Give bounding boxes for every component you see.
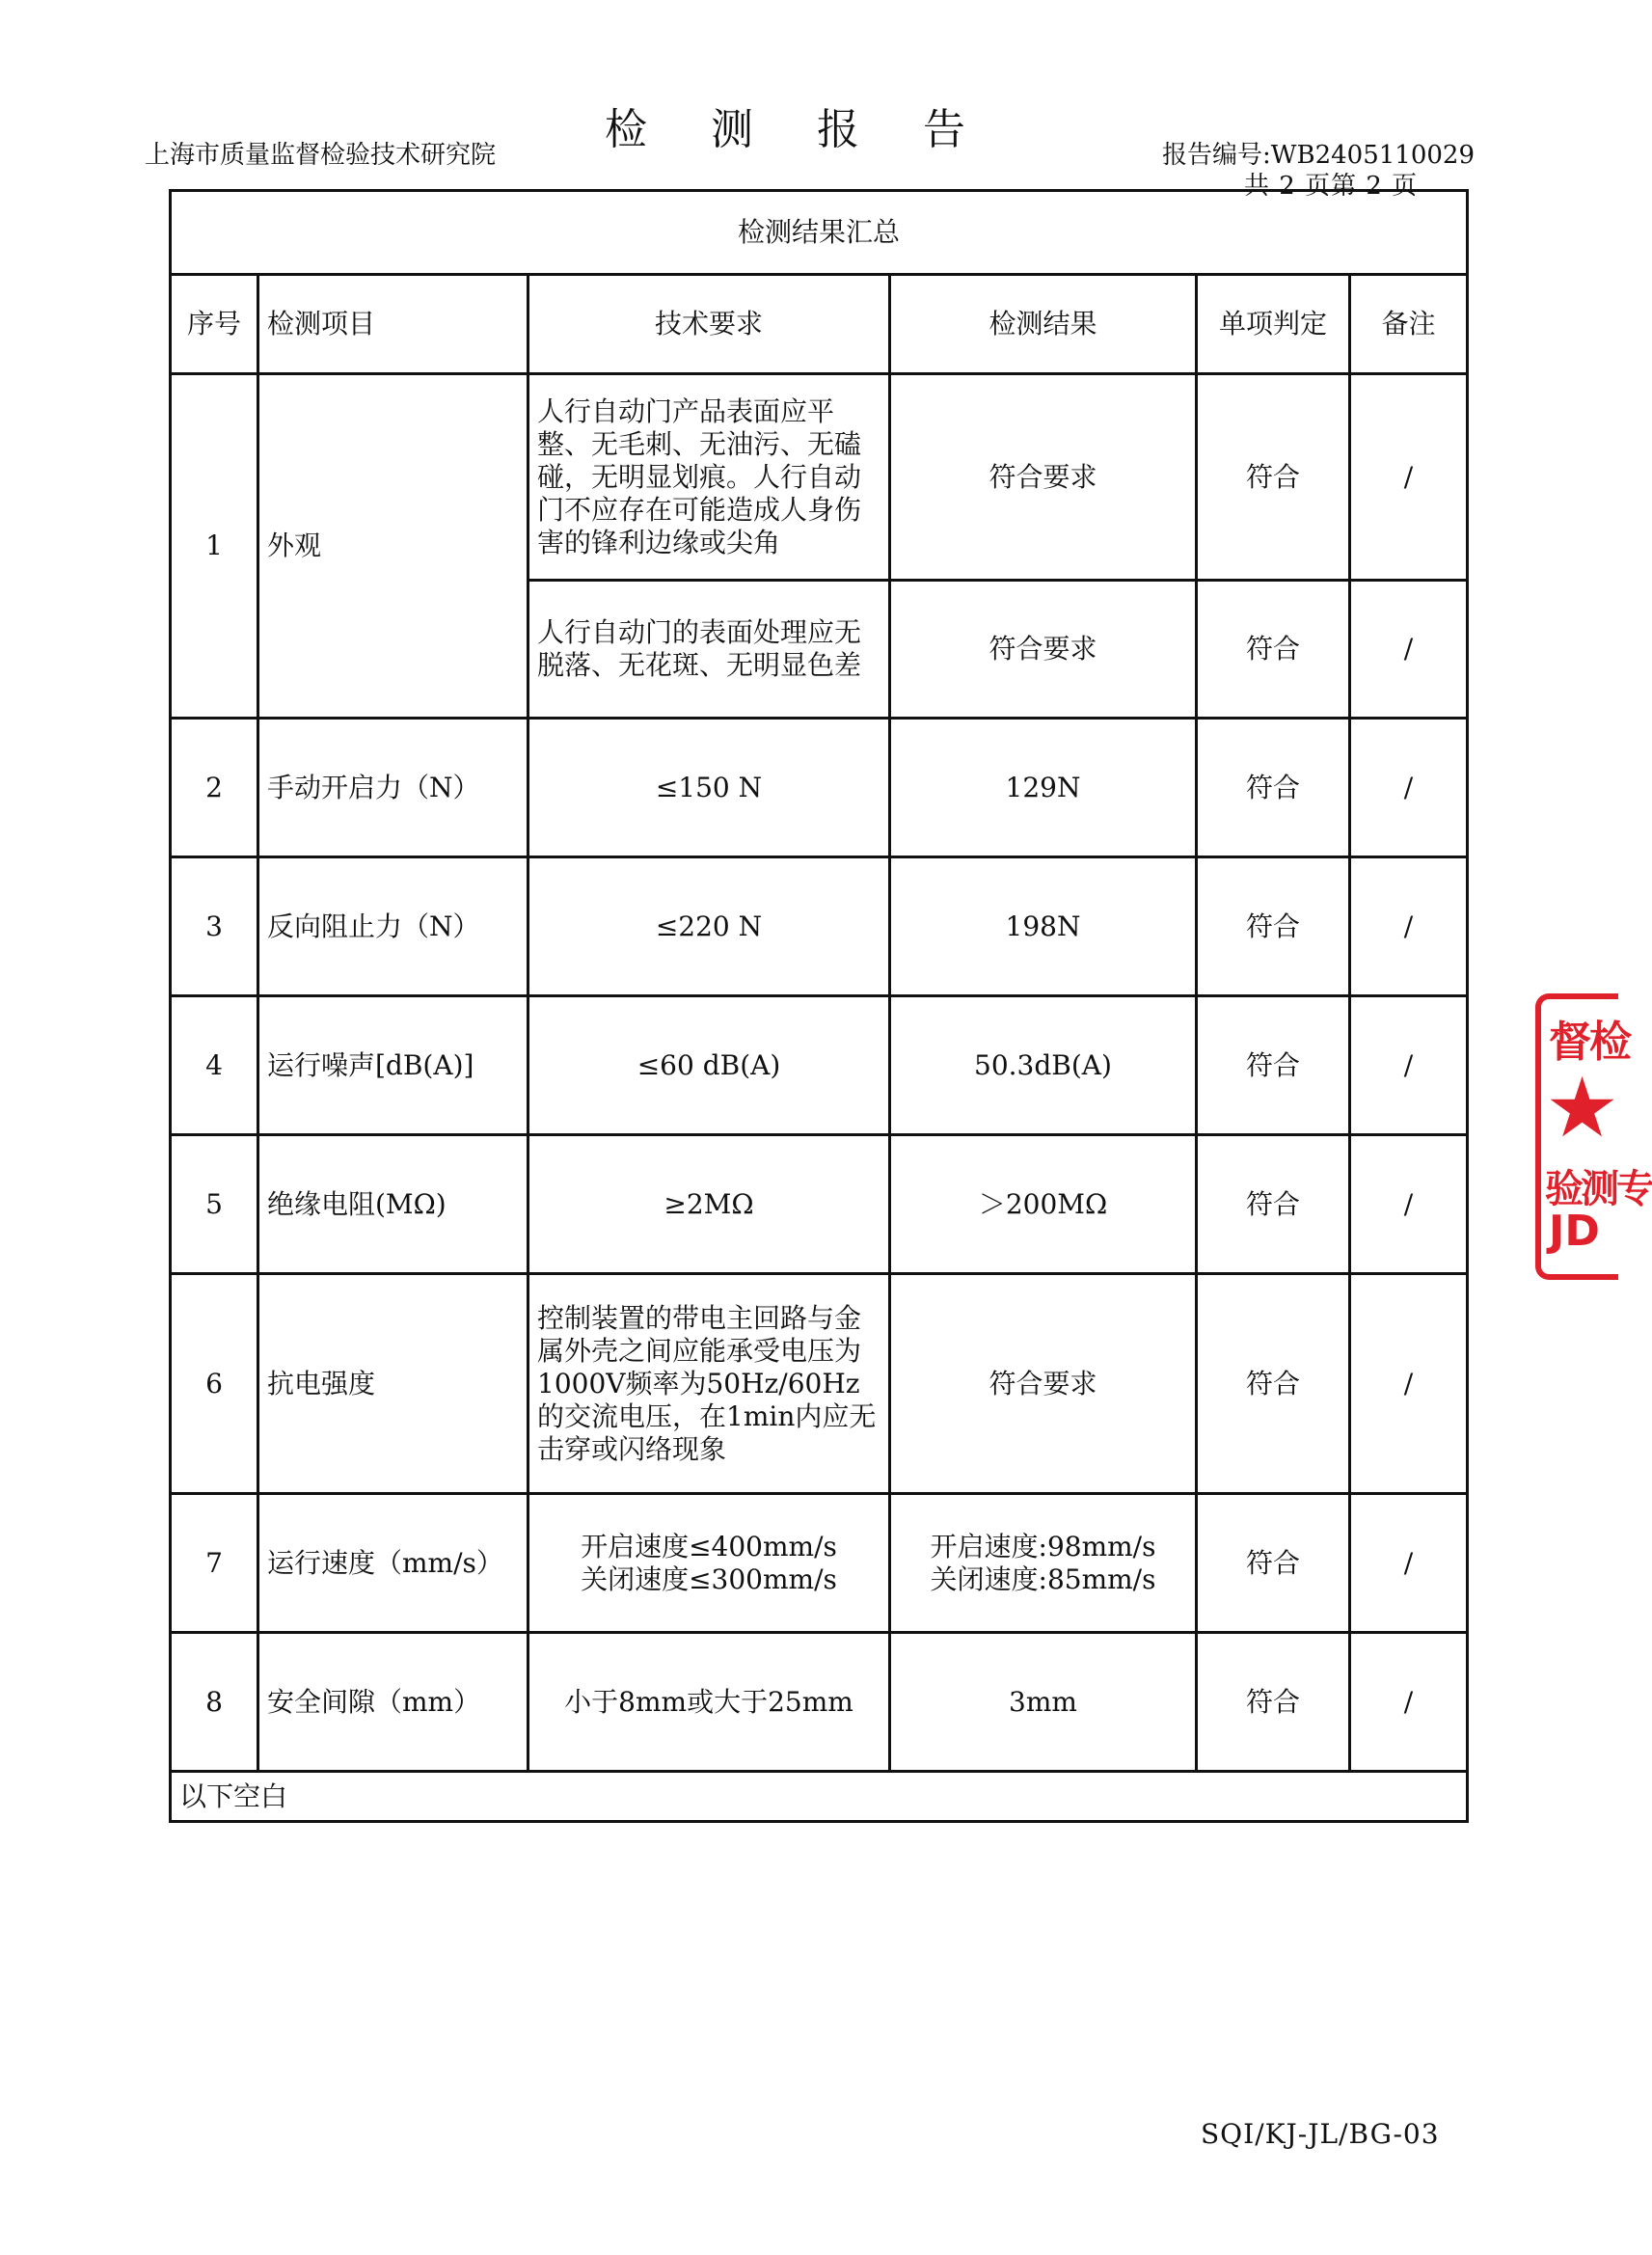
row-requirement: ≥2MΩ bbox=[528, 1135, 890, 1274]
table-row bbox=[171, 1633, 1468, 1772]
table-title-row bbox=[171, 191, 1468, 275]
row-requirement: ≤60 dB(A) bbox=[528, 996, 890, 1135]
table-row bbox=[171, 1274, 1468, 1494]
end-note: 以下空白 bbox=[171, 1772, 1468, 1822]
row-no: 1 bbox=[171, 374, 258, 719]
row-verdict: 符合 bbox=[1197, 374, 1350, 581]
table-end-row bbox=[171, 1772, 1468, 1822]
row-verdict: 符合 bbox=[1197, 996, 1350, 1135]
table-row bbox=[171, 996, 1468, 1135]
row-remark: / bbox=[1350, 1274, 1468, 1494]
row-remark: / bbox=[1350, 374, 1468, 581]
row-result: 3mm bbox=[890, 1633, 1197, 1772]
col-header-requirement: 技术要求 bbox=[528, 275, 890, 374]
requirement-line: 关闭速度≤300mm/s bbox=[581, 1562, 837, 1595]
official-seal bbox=[1535, 993, 1652, 1280]
section-title: 检测结果汇总 bbox=[171, 191, 1468, 275]
col-header-remark: 备注 bbox=[1350, 275, 1468, 374]
col-header-verdict: 单项判定 bbox=[1197, 275, 1350, 374]
seal-text-top: 督检 bbox=[1549, 1018, 1630, 1067]
row-item: 外观 bbox=[258, 374, 528, 719]
row-verdict: 符合 bbox=[1197, 719, 1350, 857]
row-no: 7 bbox=[171, 1494, 258, 1633]
row-verdict: 符合 bbox=[1197, 857, 1350, 996]
row-result bbox=[890, 1494, 1197, 1633]
row-remark: / bbox=[1350, 1494, 1468, 1633]
row-result: 符合要求 bbox=[890, 1274, 1197, 1494]
row-result: 129N bbox=[890, 719, 1197, 857]
row-requirement: 控制装置的带电主回路与金属外壳之间应能承受电压为1000V频率为50Hz/60Hz的交流电压，在1min内应无击穿或闪络现象 bbox=[528, 1274, 890, 1494]
row-no: 5 bbox=[171, 1135, 258, 1274]
star-icon: ★ bbox=[1545, 1060, 1620, 1156]
document-code: SQI/KJ-JL/BG-03 bbox=[1201, 2118, 1440, 2150]
row-verdict: 符合 bbox=[1197, 1135, 1350, 1274]
row-item: 反向阻止力（N） bbox=[258, 857, 528, 996]
row-requirement: ≤150 N bbox=[528, 719, 890, 857]
row-no: 3 bbox=[171, 857, 258, 996]
row-no: 4 bbox=[171, 996, 258, 1135]
page-info: 共 2 页第 2 页 bbox=[1244, 172, 1419, 201]
report-number: 报告编号:WB2405110029 bbox=[1162, 141, 1476, 170]
results-table bbox=[169, 189, 1469, 1823]
row-item: 手动开启力（N） bbox=[258, 719, 528, 857]
row-item: 抗电强度 bbox=[258, 1274, 528, 1494]
row-requirement: 小于8mm或大于25mm bbox=[528, 1633, 890, 1772]
row-requirement bbox=[528, 1494, 890, 1633]
table-row bbox=[171, 1494, 1468, 1633]
organization-name: 上海市质量监督检验技术研究院 bbox=[145, 141, 497, 170]
col-header-result: 检测结果 bbox=[890, 275, 1197, 374]
seal-text-middle: 验测专 bbox=[1545, 1167, 1652, 1211]
col-header-no: 序号 bbox=[171, 275, 258, 374]
seal-text-bottom: JD bbox=[1549, 1207, 1600, 1256]
row-item: 运行速度（mm/s） bbox=[258, 1494, 528, 1633]
table-header-row bbox=[171, 275, 1468, 374]
row-verdict: 符合 bbox=[1197, 1274, 1350, 1494]
row-item: 安全间隙（mm） bbox=[258, 1633, 528, 1772]
report-title: 检 测 报 告 bbox=[605, 105, 990, 154]
row-remark: / bbox=[1350, 996, 1468, 1135]
table-row bbox=[171, 719, 1468, 857]
row-remark: / bbox=[1350, 581, 1468, 719]
row-no: 6 bbox=[171, 1274, 258, 1494]
col-header-item: 检测项目 bbox=[258, 275, 528, 374]
row-verdict: 符合 bbox=[1197, 581, 1350, 719]
row-remark: / bbox=[1350, 719, 1468, 857]
row-result: 50.3dB(A) bbox=[890, 996, 1197, 1135]
row-result: ＞200MΩ bbox=[890, 1135, 1197, 1274]
row-verdict: 符合 bbox=[1197, 1494, 1350, 1633]
row-result: 198N bbox=[890, 857, 1197, 996]
row-item: 运行噪声[dB(A)] bbox=[258, 996, 528, 1135]
row-no: 8 bbox=[171, 1633, 258, 1772]
row-remark: / bbox=[1350, 1135, 1468, 1274]
row-item: 绝缘电阻(MΩ) bbox=[258, 1135, 528, 1274]
row-verdict: 符合 bbox=[1197, 1633, 1350, 1772]
row-no: 2 bbox=[171, 719, 258, 857]
requirement-line: 开启速度≤400mm/s bbox=[581, 1530, 837, 1562]
table-row bbox=[171, 1135, 1468, 1274]
row-requirement: 人行自动门的表面处理应无脱落、无花斑、无明显色差 bbox=[528, 581, 890, 719]
row-remark: / bbox=[1350, 1633, 1468, 1772]
row-requirement: 人行自动门产品表面应平整、无毛刺、无油污、无磕碰，无明显划痕。人行自动门不应存在可能造成人身伤害的锋利边缘或尖角 bbox=[528, 374, 890, 581]
table-row bbox=[171, 374, 1468, 581]
table-row bbox=[171, 857, 1468, 996]
row-result: 符合要求 bbox=[890, 581, 1197, 719]
result-line: 关闭速度:85mm/s bbox=[930, 1562, 1156, 1595]
row-remark: / bbox=[1350, 857, 1468, 996]
row-requirement: ≤220 N bbox=[528, 857, 890, 996]
result-line: 开启速度:98mm/s bbox=[930, 1530, 1156, 1562]
row-result: 符合要求 bbox=[890, 374, 1197, 581]
